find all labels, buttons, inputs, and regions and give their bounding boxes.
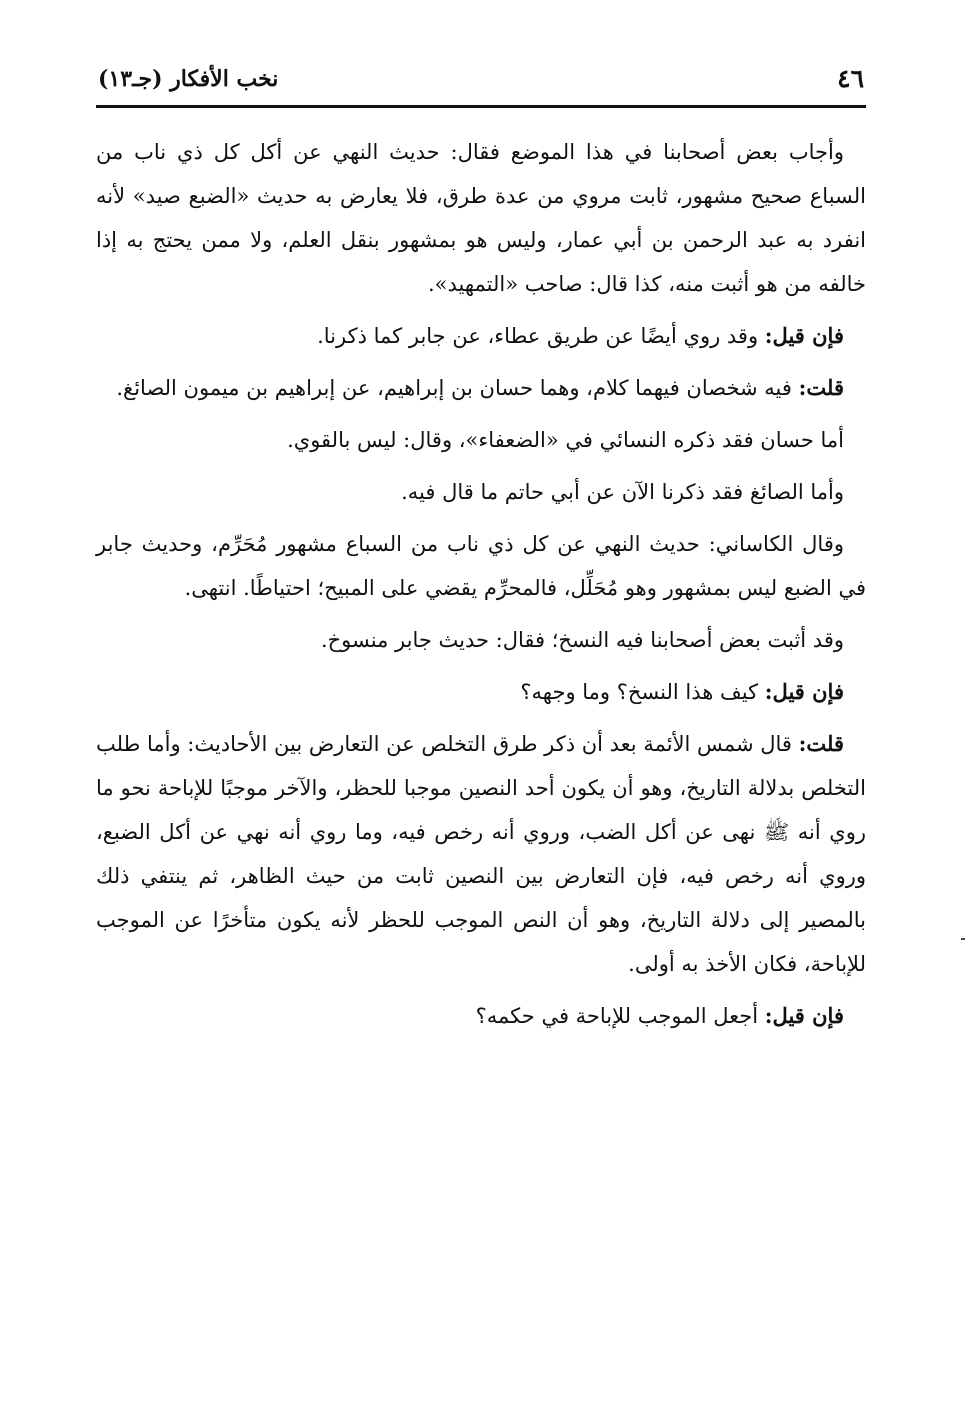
- paragraph: [96, 470, 866, 514]
- paragraph-text: وقد أثبت بعض أصحابنا فيه النسخ؛ فقال: حديث جابر منسوخ.: [320, 628, 844, 652]
- scan-speck: [961, 938, 965, 940]
- paragraph: [96, 722, 866, 986]
- paragraph-text: وأجاب بعض أصحابنا في هذا الموضع فقال: حديث النهي عن أكل كل ذي ناب من السباع صحيح مشهور، ثابت مروي من عدة طرق، فلا يعارض به حديث «الضبع صيد» لأنه انفرد به عبد الرحمن بن أبي عمار، وليس هو بمشهور بنقل العلم، ولا ممن يحتج به إذا خالفه من هو أثبت منه، كذا قال: صاحب «التمهيد».: [96, 140, 866, 296]
- paragraph-lead: فإن قيل:: [764, 1003, 844, 1028]
- paragraph-lead: فإن قيل:: [764, 679, 844, 704]
- paragraph-text: أجعل الموجب للإباحة في حكمه؟: [475, 1004, 759, 1028]
- paragraph-text: أما حسان فقد ذكره النسائي في «الضعفاء»، وقال: ليس بالقوي.: [287, 428, 844, 452]
- paragraph: [96, 670, 866, 714]
- paragraph-text: وأما الصائغ فقد ذكرنا الآن عن أبي حاتم ما قال فيه.: [401, 480, 844, 504]
- paragraph-text: قال شمس الأئمة بعد أن ذكر طرق التخلص عن التعارض بين الأحاديث: وأما طلب التخلص بدلالة التاريخ، وهو أن يكون أحد النصين موجبا للحظر، والآخر موجبًا للإباحة نحو ما روي أنه ﷺ نهى عن أكل الضب، وروي أنه رخص فيه، وما روي أنه نهي عن أكل الضبع، وروي أنه رخص فيه، فإن التعارض بين النصين ثابت من حيث الظاهر، ثم ينتفي ذلك بالمصير إلى دلالة التاريخ، وهو أن النص الموجب للحظر لأنه يكون متأخرًا عن الموجب للإباحة، فكان الأخذ به أولى.: [96, 732, 866, 976]
- book-page: [96, 58, 866, 1388]
- paragraph: [96, 130, 866, 306]
- paragraph-lead: قلت:: [798, 731, 844, 756]
- paragraph: [96, 314, 866, 358]
- paragraph-lead: فإن قيل:: [764, 323, 844, 348]
- page-header: [96, 58, 866, 108]
- paragraph-text: وقد روي أيضًا عن طريق عطاء، عن جابر كما ذكرنا.: [317, 324, 759, 348]
- paragraph-lead: قلت:: [798, 375, 844, 400]
- page-number: ٤٦: [837, 64, 864, 93]
- running-title: نخب الأفكار (جـ١٣): [98, 65, 279, 92]
- paragraph: [96, 618, 866, 662]
- paragraph-text: فيه شخصان فيهما كلام، وهما حسان بن إبراهيم، عن إبراهيم بن ميمون الصائغ.: [116, 376, 792, 400]
- paragraph-text: وقال الكاساني: حديث النهي عن كل ذي ناب من السباع مشهور مُحَرِّم، وحديث جابر في الضبع ليس بمشهور وهو مُحَلِّل، فالمحرِّم يقضي على المبيح؛ احتياطًا. انتهى.: [96, 532, 866, 600]
- paragraph-text: كيف هذا النسخ؟ وما وجهه؟: [520, 680, 759, 704]
- paragraph: [96, 522, 866, 610]
- paragraph: [96, 366, 866, 410]
- paragraph: [96, 418, 866, 462]
- page-body: [96, 130, 866, 1038]
- paragraph: [96, 994, 866, 1038]
